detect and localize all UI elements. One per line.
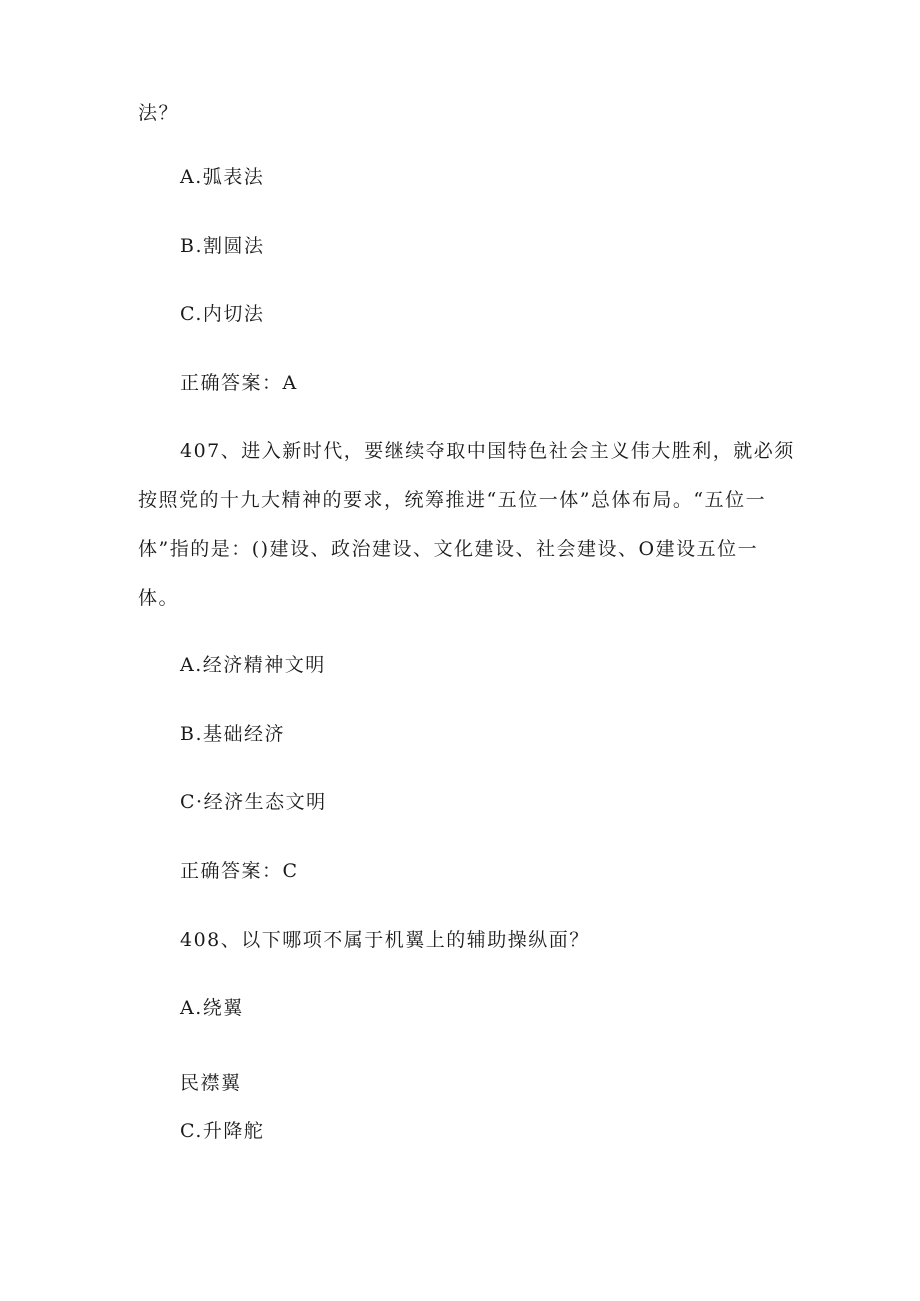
prev-option-a: A.弧表法: [180, 166, 265, 188]
prev-answer: 正确答案：A: [180, 372, 298, 394]
prev-question-tail: 法？: [138, 102, 180, 124]
q407-line-2: 按照党的十九大精神的要求，统筹推进“五位一体”总体布局。“五位一: [138, 489, 767, 511]
q407-answer: 正确答案：C: [180, 860, 299, 882]
q407-option-c: C·经济生态文明: [180, 791, 327, 813]
q408-option-a: A.绕翼: [180, 997, 244, 1019]
q407-line-3: 体”指的是：()建设、政治建设、文化建设、社会建设、O建设五位一: [138, 538, 759, 560]
prev-option-c: C.内切法: [180, 303, 265, 325]
q407-line-4: 体。: [138, 587, 180, 609]
q408-option-b: 民襟翼: [180, 1072, 242, 1094]
q407-option-a: A.经济精神文明: [180, 654, 326, 676]
q408-question: 408、以下哪项不属于机翼上的辅助操纵面？: [180, 929, 590, 951]
q408-option-c: C.升降舵: [180, 1120, 265, 1142]
q407-option-b: B.基础经济: [180, 723, 286, 745]
prev-option-b: B.割圆法: [180, 235, 265, 257]
q407-line-1: 407、进入新时代，要继续夺取中国特色社会主义伟大胜利，就必须: [180, 440, 795, 462]
